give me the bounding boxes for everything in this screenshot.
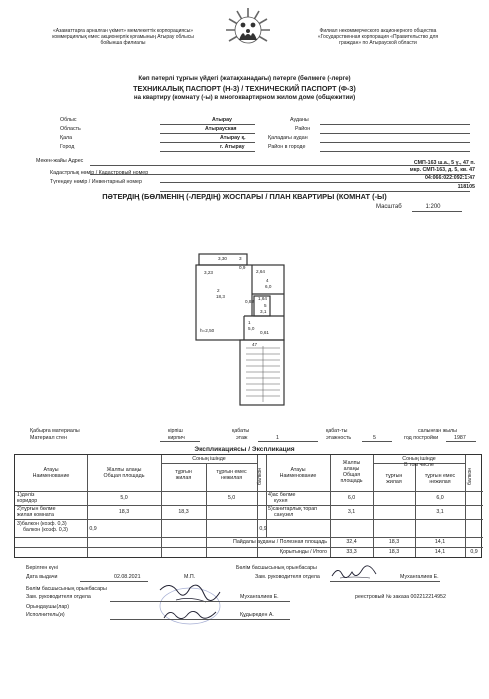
oblast-value: Атырауская: [205, 126, 237, 132]
plan-room2: 2: [217, 288, 220, 293]
grand-living: 18,3: [388, 549, 400, 555]
head-deputy-kz: Бөлім басшысының орынбасары: [236, 565, 317, 571]
row-name-kz: 1)дәліз: [17, 492, 35, 498]
header-living-kz-right: тұрғын: [385, 473, 403, 479]
oblys-label: Облыс: [60, 117, 77, 123]
dept-deputy-name: Мухангалиев Е.: [240, 594, 279, 600]
plan-dim-264: 2,64: [256, 269, 265, 274]
issued-label-kz: Берілген күні: [26, 565, 58, 571]
head-deputy-name: Мухангалиев Е.: [400, 574, 439, 580]
plan-height: h=2,50: [200, 328, 215, 333]
row-name-kz: 3)балкон (коэф. 0,3): [17, 521, 67, 527]
header-total2-c: Общая: [342, 472, 361, 478]
row-nonliving: 6,0: [436, 495, 444, 501]
header-nonliving-ru-right: нежилая: [429, 479, 451, 485]
org-left-line: коммерциялық емес акционерлік қоғамының Атырау облысы: [52, 34, 194, 40]
header-name-ru-right: Наименование: [279, 473, 317, 479]
row-name-ru: кухня: [274, 498, 288, 504]
org-left-text: [28, 28, 218, 46]
year-value: 1987: [454, 435, 466, 441]
rayon-label: Район: [295, 126, 311, 132]
executor-ru: Исполнитель(и): [26, 612, 65, 618]
row-name-ru: жилая комната: [17, 512, 54, 518]
cadastral-value: 04:066:022:092:1:47: [424, 175, 475, 181]
registry-number: реестровый № заказа 002212214952: [355, 594, 446, 600]
floors-label-ru: этажность: [326, 435, 352, 441]
useful-nonliving: 14,1: [434, 539, 446, 545]
header-incl-kz: Соның ішінде: [192, 456, 226, 462]
table-row: [17, 521, 68, 533]
header-living-ru-right: жилая: [386, 479, 402, 485]
title-line-2: ТЕХНИКАЛЫҚ ПАСПОРТ (Н-3) / ТЕХНИЧЕСКИЙ ПАСПОРТ (Ф-3): [133, 84, 356, 93]
table-row: [268, 492, 295, 504]
header-incl-ru-right: В том числе: [404, 462, 434, 468]
org-right-text: [278, 28, 478, 46]
plan-dim-top: 3,30: [218, 256, 227, 261]
plan-dim-061: 0,61: [260, 330, 269, 335]
header-nonliving-kz: тұрғын емес: [216, 469, 247, 475]
head-deputy-ru: Зам. руководителя отдела: [255, 574, 320, 580]
audany-label: Ауданы: [290, 117, 309, 123]
header-nonliving-ru: нежилая: [220, 475, 243, 481]
oblast-label: Область: [60, 126, 81, 132]
walls-value-ru: кирпич: [168, 435, 185, 441]
walls-value-kz: кірпіш: [168, 428, 183, 434]
org-left-line: бойынша филиалы: [100, 40, 146, 46]
floor-label-ru: этаж: [236, 435, 248, 441]
header-living-kz: тұрғын: [175, 469, 192, 475]
kala-label: Қала: [60, 135, 73, 141]
plan-dim-side: 3,23: [204, 270, 213, 275]
org-left-line: «Азаматтарға арналған үкімет» мемлекеттік корпорациясы»: [52, 28, 194, 34]
header-balcony-right: балкон: [467, 467, 473, 485]
row-nonliving: 5,0: [227, 495, 236, 501]
gorod-value: г. Атырау: [220, 144, 245, 150]
header-total2-b: алаңы: [343, 466, 360, 472]
oblys-value: Атырау: [212, 117, 233, 123]
row-balcony: 0,9: [259, 526, 267, 532]
row-total: 18,3: [118, 509, 130, 515]
issued-value: 02.08.2021: [114, 574, 141, 580]
useful-total: 32,4: [346, 539, 357, 545]
header-nonliving-kz-right: тұрғын емес: [424, 473, 456, 479]
header-total-kz: Жалпы алаңы: [106, 467, 142, 473]
inventory-label: Түгендеу нөмір / Инвентарный номер: [50, 179, 142, 185]
executor-name: Құдыреден А.: [240, 612, 274, 618]
gorod-label: Город: [60, 144, 75, 150]
plan-dim-3: 3: [239, 256, 242, 261]
grand-nonliving: 14,1: [434, 549, 446, 555]
header-name-ru: Наименование: [32, 473, 70, 479]
dept-deputy-ru: Зам. руководителя отдела: [26, 594, 91, 600]
row-total: 6,0: [347, 495, 356, 501]
plan-room1-area: 5,0: [248, 326, 255, 331]
plan-dim-09: 0,9: [239, 265, 246, 270]
header-balcony-left: балкон: [257, 467, 263, 485]
floor-value: 1: [276, 435, 279, 441]
plan-dim-082: 0,82: [245, 299, 254, 304]
row-name-ru: коридор: [17, 498, 38, 504]
row-name-kz: 4)ас бөлме: [268, 492, 296, 498]
plan-room4: 4: [266, 278, 269, 283]
table-row: [17, 506, 56, 518]
issued-label-ru: Дата выдачи: [26, 574, 58, 580]
plan-dim-1: 1: [248, 320, 251, 325]
plan-room5-area: 3,1: [260, 309, 267, 314]
walls-label-kz: Қабырға материалы: [30, 428, 80, 434]
address-value-kz: СМП-163 ш.а., 5 ү., 47 п.: [413, 160, 475, 166]
header-total2-a: Жалпы: [342, 460, 361, 466]
title-line-1: Көп пәтерлі тұрғын үйдегі (жатақханадағы) пәтерге (бөлмеге (-лерге): [138, 75, 351, 82]
walls-label-ru: Материал стен: [30, 435, 67, 441]
row-nonliving: 3,1: [436, 509, 444, 515]
scale-value: 1:200: [425, 204, 441, 210]
kala-value: Атырау қ.: [220, 135, 246, 141]
address-label: Мекен-жайы Адрес: [36, 158, 84, 164]
plan-room4-area: 6,0: [265, 284, 272, 289]
header-living-ru: жилая: [175, 475, 192, 481]
header-incl-kz-right: Соның ішінде: [402, 456, 436, 462]
header-total-ru: Общая площадь: [103, 473, 145, 479]
header-total2-d: площадь: [340, 478, 363, 484]
dept-deputy-kz: Бөлім басшысының орынбасары: [26, 586, 107, 592]
table-row: [17, 492, 37, 504]
kaladagy-label: Қаладағы аудан: [268, 135, 308, 141]
floors-label-kz: қабат-ты: [326, 428, 348, 434]
floors-value: 5: [373, 435, 376, 441]
executor-kz: Орындаушы(лар): [26, 604, 69, 610]
row-total: 3,1: [347, 509, 356, 515]
signature-executor: [160, 606, 220, 624]
row-living: 18,3: [178, 509, 189, 515]
row-total: 5,0: [120, 495, 128, 501]
header-name-kz: Атауы: [43, 467, 59, 473]
grand-total-label: Қорытынды / Итого: [279, 549, 327, 555]
useful-area-label: Пайдалы ауданы / Полезная площадь: [233, 539, 327, 545]
grand-balcony: 0,9: [470, 549, 478, 555]
emblem-logo: [224, 6, 272, 54]
year-label-ru: год постройки: [404, 435, 439, 441]
org-right-line: Филиал некоммерческого акционерного общества: [319, 28, 437, 34]
row-total: 0,9: [89, 526, 97, 532]
address-value-ru: мкр. СМП-163, д. 5, кв. 47: [409, 167, 475, 173]
plan-dim-164: 1,64: [258, 296, 267, 301]
inventory-value: 118105: [457, 184, 475, 190]
useful-living: 18,3: [388, 539, 400, 545]
floor-label-kz: қабаты: [232, 428, 250, 434]
rayon-gorod-label: Район в городе: [268, 144, 306, 150]
explication-table: [14, 454, 482, 558]
header-name-kz-right: Атауы: [290, 467, 306, 473]
scale-label: Масштаб: [376, 204, 402, 210]
plan-room5: 5: [264, 303, 267, 308]
plan-title: ПӘТЕРДІҢ (БӨЛМЕНІҢ (-ЛЕРДІҢ) ЖОСПАРЫ / ПЛАН КВАРТИРЫ (КОМНАТ (-Ы): [102, 192, 387, 201]
org-right-line: граждан» по Атырауской области: [339, 40, 417, 46]
row-name-kz: 2)тұрғын бөлме: [17, 506, 56, 512]
explication-title: Экспликациясы / Экспликация: [194, 446, 295, 453]
cadastral-label: Кадастрлық нөмір / Кадастровый номер: [50, 170, 149, 176]
plan-room2-area: 18,3: [216, 294, 225, 299]
title-line-3: на квартиру (комнату (-ы) в многоквартирном жилом доме (общежитии): [133, 94, 356, 101]
table-row: [268, 506, 317, 518]
row-name-ru: санузел: [274, 512, 294, 518]
year-label-kz: салынған жылы: [418, 428, 457, 434]
row-name-ru: балкон (коэф. 0,3): [23, 527, 68, 533]
row-name-kz: 5)санитарлық торап: [268, 506, 318, 512]
grand-total: 33,3: [346, 549, 357, 555]
stamp-place: М.П.: [184, 574, 196, 580]
floor-plan: [190, 250, 300, 415]
plan-apartment-number: 47: [252, 342, 258, 347]
org-right-line: «Государственная корпорация «Правительство для: [317, 34, 439, 40]
